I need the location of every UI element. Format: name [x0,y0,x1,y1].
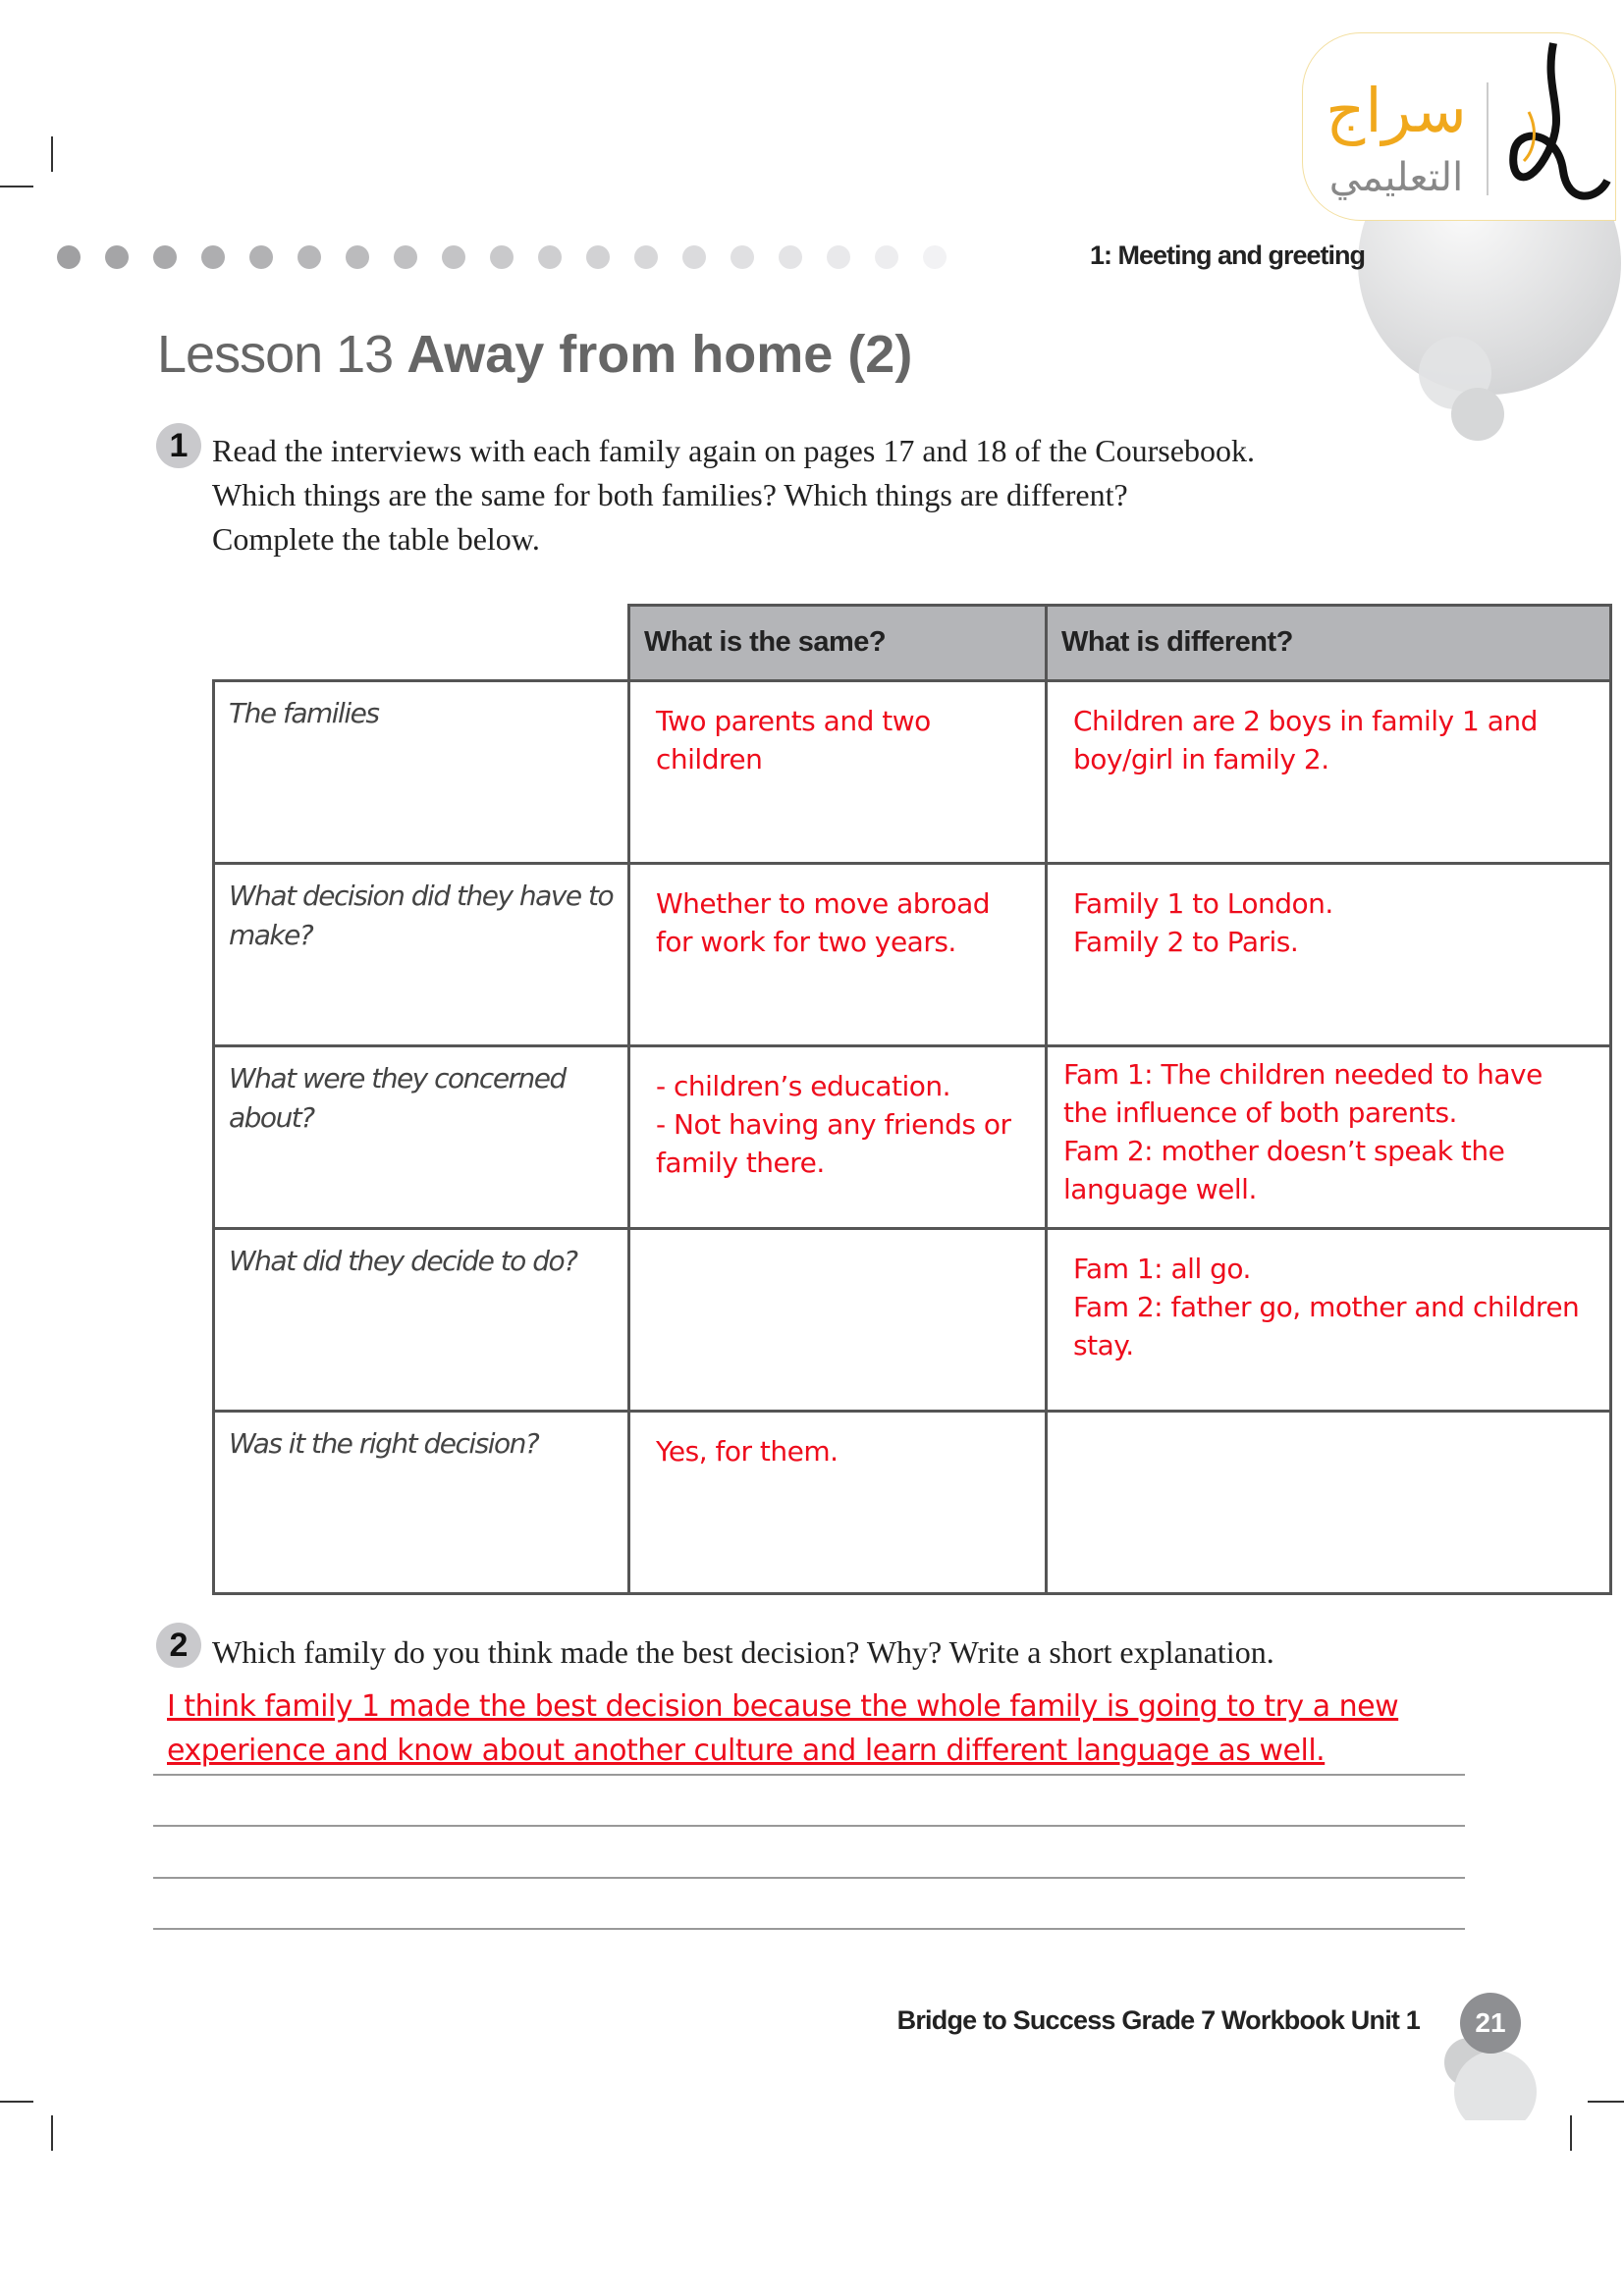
exercise-instruction: Complete the table below. [212,521,540,557]
handwritten-answer: Fam 1: all go. Fam 2: father go, mother and children stay. [1073,1252,1580,1362]
page-title [157,324,912,385]
crop-mark [51,136,53,172]
row-question-cell [214,863,629,1045]
answer-different-cell [1047,680,1611,863]
progress-dot [249,245,273,269]
progress-dot [827,245,850,269]
svg-text:التعليمي: التعليمي [1328,155,1464,200]
row-question-cell [214,1411,629,1593]
handwritten-answer: Whether to move abroad for work for two years. [656,886,991,958]
page-number: 21 [1460,1993,1521,2054]
answer-same-cell [629,1228,1047,1411]
handwritten-answer: Two parents and two children [656,704,931,775]
comparison-table [212,604,1612,1595]
handwritten-answer [630,1230,1045,1269]
svg-text:سراج: سراج [1326,75,1467,146]
logo [1302,32,1616,221]
unit-label: 1: Meeting and greeting [1089,240,1365,270]
crop-mark [51,2115,53,2151]
progress-dot [634,245,658,269]
table-header-row [214,606,1611,681]
progress-dot [394,245,417,269]
answer-different-cell [1047,1045,1611,1228]
lesson-title: Away from home (2) [406,325,913,384]
exercise-prompt: Which family do you think made the best decision? Why? Write a short explanation. [212,1634,1274,1670]
exercise-instruction: Read the interviews with each family again on pages 17 and 18 of the Coursebook. [212,433,1255,468]
crop-mark [0,186,33,187]
exercise-instruction: Which things are the same for both families? Which things are different? [212,477,1128,512]
progress-dot [586,245,610,269]
logo-calligraphy-icon [1303,33,1615,220]
writing-line [153,1928,1465,1930]
progress-dot [731,245,754,269]
progress-dot [153,245,177,269]
answer-different-cell [1047,1228,1611,1411]
answer-same-cell [629,1045,1047,1228]
progress-dot [346,245,369,269]
answer-different-cell [1047,1411,1611,1593]
answer-different-cell [1047,863,1611,1045]
empty-corner-cell [214,606,629,681]
decorative-circle [1451,388,1504,441]
progress-dot [538,245,562,269]
handwritten-answer: Children are 2 boys in family 1 and boy/girl in family 2. [1073,704,1538,775]
row-question-cell [214,1045,629,1228]
answer-same-cell [629,680,1047,863]
writing-line [153,1774,1465,1776]
row-question-cell [214,680,629,863]
handwritten-answer: Yes, for them. [656,1434,839,1468]
row-label: What decision did they have to make? [229,879,614,951]
lesson-number: Lesson 13 [157,325,394,384]
handwritten-answer: Family 1 to London. Family 2 to Paris. [1073,886,1333,958]
column-header-different: What is different? [1047,606,1611,681]
handwritten-answer: Fam 1: The children needed to have the influence of both parents. Fam 2: mother doesn’t speak the language well. [1063,1057,1543,1205]
exercise-number-badge: 2 [156,1623,201,1668]
progress-dot [105,245,129,269]
crop-mark [1588,2101,1624,2103]
row-question-cell [214,1228,629,1411]
column-header-same: What is the same? [629,606,1047,681]
table-row [214,863,1611,1045]
decorative-circle [1454,2051,1537,2120]
progress-dot [875,245,898,269]
progress-dot [923,245,947,269]
progress-dot [490,245,514,269]
handwritten-answer [1048,1413,1609,1452]
answer-same-cell [629,1411,1047,1593]
row-label: What were they concerned about? [229,1061,566,1134]
table-row [214,1045,1611,1228]
row-label: Was it the right decision? [229,1426,539,1460]
progress-dot [57,245,81,269]
table-row [214,680,1611,863]
row-label: The families [229,696,379,729]
writing-line [153,1825,1465,1827]
footer-book-title: Bridge to Success Grade 7 Workbook Unit 1 [896,2005,1420,2035]
row-label: What did they decide to do? [229,1244,577,1277]
answer-same-cell [629,863,1047,1045]
handwritten-answer-line: I think family 1 made the best decision because the whole family is going to try a new [167,1689,1399,1724]
table-row [214,1411,1611,1593]
progress-dot [201,245,225,269]
progress-dot [298,245,321,269]
progress-dot [442,245,465,269]
handwritten-answer-line: experience and know about another culture and learn different language as well. [167,1734,1326,1768]
crop-mark [1570,2115,1572,2151]
progress-dot [779,245,802,269]
exercise-number-badge: 1 [156,423,201,468]
crop-mark [0,2101,33,2103]
table-row [214,1228,1611,1411]
writing-line [153,1877,1465,1879]
handwritten-answer: - children’s education. - Not having any friends or family there. [656,1069,1011,1179]
progress-dot [682,245,706,269]
